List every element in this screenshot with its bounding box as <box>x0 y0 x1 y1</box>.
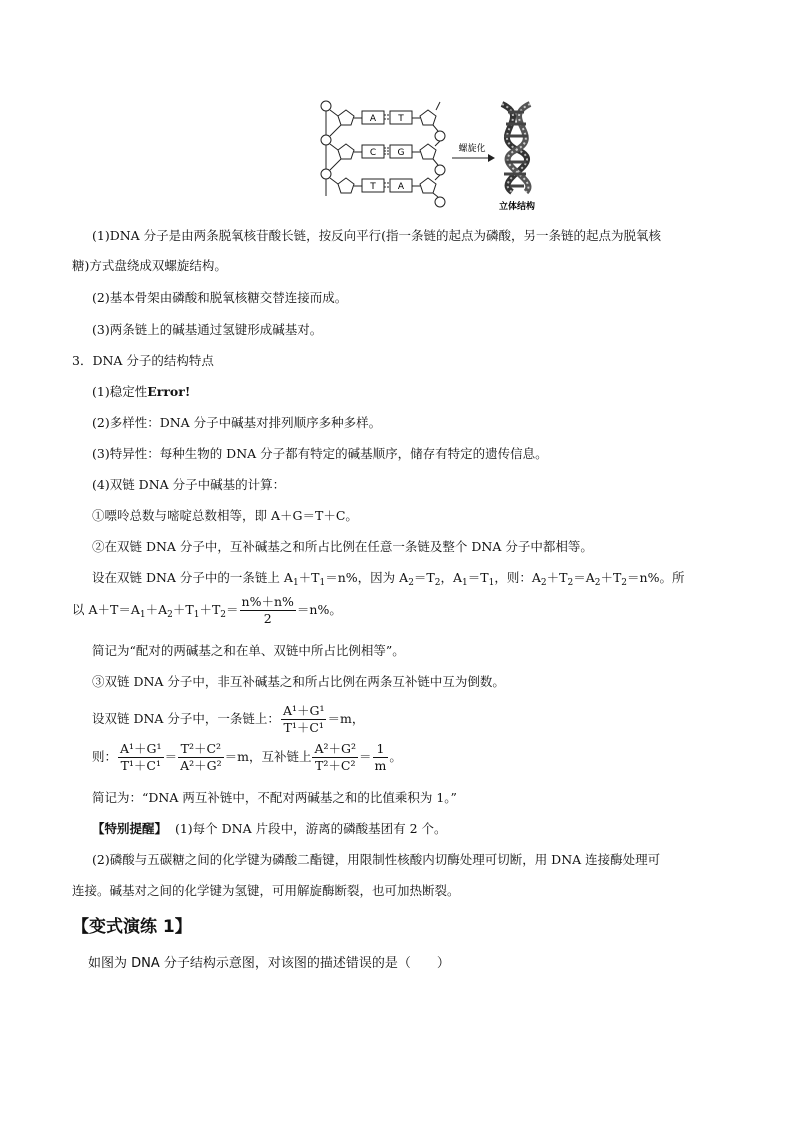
paragraph-2: (2)基本骨架由磷酸和脱氧核糖交替连接而成。 <box>92 290 348 305</box>
formula-text: 设在双链 DNA 分子中的一条链上 A <box>92 570 293 585</box>
base-pair-3 <box>362 179 412 192</box>
fraction-denominator: T²＋C² <box>315 758 356 773</box>
base-pair-2 <box>362 145 412 158</box>
subscript: 1 <box>292 578 299 588</box>
fraction-denominator: T¹＋C¹ <box>283 720 324 735</box>
subscript: 2 <box>167 610 173 620</box>
fraction-numerator: 1 <box>373 741 389 758</box>
paragraph-1-line-2: 糖)方式盘绕成双螺旋结构。 <box>72 258 227 273</box>
formula-text: ＝ <box>226 602 239 617</box>
formula-text: ＋T <box>600 570 622 585</box>
fraction <box>373 741 389 774</box>
base-label: T <box>370 182 376 192</box>
characteristic-diversity: (2)多样性：DNA 分子中碱基对排列顺序多种多样。 <box>92 415 382 430</box>
formula-text: ＝ <box>164 749 178 764</box>
left-backbone <box>321 101 362 196</box>
formula-text: ，A <box>440 570 463 585</box>
rule-2-note: 简记为“配对的两碱基之和在单、双链中所占比例相等”。 <box>92 643 405 658</box>
figure-caption: 立体结构 <box>498 202 536 212</box>
formula-text: ＝n%。所 <box>627 570 685 585</box>
formula-text: ＋T <box>546 570 568 585</box>
subscript: 2 <box>434 578 441 588</box>
formula-text: ＝A <box>573 570 595 585</box>
formula-text: ＝m， <box>327 711 365 726</box>
formula-text: ＋T <box>298 570 320 585</box>
arrow-label: 螺旋化 <box>458 144 486 154</box>
formula-text: 则： <box>92 749 118 764</box>
formula-text: ，则：A <box>494 570 541 585</box>
base-label: C <box>369 148 377 158</box>
fraction-numerator: A¹＋G¹ <box>282 703 325 718</box>
dna-structure-figure <box>312 96 552 216</box>
exercise-heading: 【变式演练 1】 <box>72 917 192 937</box>
base-label: A <box>369 114 377 124</box>
exercise-question: 如图为 DNA 分子结构示意图，对该图的描述错误的是（ ） <box>88 956 450 971</box>
section-3-title: 3．DNA 分子的结构特点 <box>72 353 214 368</box>
stability-label: (1)稳定性 <box>92 384 148 399</box>
fraction-numerator: A²＋G² <box>314 741 357 756</box>
subscript: 1 <box>139 610 146 620</box>
paragraph-3: (3)两条链上的碱基通过氢键形成碱基对。 <box>92 322 323 337</box>
fraction <box>312 741 358 774</box>
formula-text: ＝m，互补链上 <box>224 749 312 764</box>
characteristic-stability <box>92 383 190 401</box>
formula-text: ＝T <box>413 570 435 585</box>
rule-1: ①嘌呤总数与嘧啶总数相等，即 A＋G＝T＋C。 <box>92 508 358 523</box>
formula-text: 。 <box>389 749 402 764</box>
formula-1 <box>92 569 684 592</box>
rule-3-note: 简记为：“DNA 两互补链中，不配对两碱基之和的比值乘积为 1。” <box>92 790 457 805</box>
fraction-denominator: A²＋G² <box>180 758 222 773</box>
base-calculation-heading: (4)双链 DNA 分子中碱基的计算： <box>92 477 286 492</box>
formula-text: ＝T <box>467 570 489 585</box>
fraction-denominator: 2 <box>263 611 272 626</box>
fraction-denominator: m <box>374 758 387 773</box>
subscript: 2 <box>220 610 227 620</box>
right-backbone <box>412 102 445 207</box>
fraction <box>118 741 164 774</box>
subscript: 2 <box>567 578 574 588</box>
special-tip-2-line-2: 连接。碱基对之间的化学键为氢键，可用解旋酶断裂，也可加热断裂。 <box>72 883 460 898</box>
formula-4 <box>92 740 402 774</box>
subscript: 1 <box>488 578 495 588</box>
subscript: 1 <box>193 610 200 620</box>
rule-2: ②在双链 DNA 分子中，互补碱基之和所占比例在任意一条链及整个 DNA 分子中都相等。 <box>92 539 593 554</box>
formula-text: ＋T <box>172 602 194 617</box>
formula-text: ＝ <box>359 749 372 764</box>
fraction <box>281 703 327 736</box>
formula-text: ＝n%。 <box>296 602 342 617</box>
special-tip-2-line-1: (2)磷酸与五碳糖之间的化学键为磷酸二酯键，用限制性核酸内切酶处理可切断，用 DNA 连接酶处理可 <box>92 852 661 867</box>
fraction-numerator: n%＋n% <box>241 594 294 609</box>
fraction <box>240 594 296 627</box>
subscript: 1 <box>319 578 326 588</box>
special-tip-text: (1)每个 DNA 片段中，游离的磷酸基团有 2 个。 <box>174 821 447 836</box>
arrow-right-icon <box>452 154 495 162</box>
base-label: G <box>397 148 405 158</box>
formula-text: 以 A＋T＝A <box>72 602 140 617</box>
base-pair-1 <box>362 111 412 124</box>
formula-text: ＋T <box>199 602 221 617</box>
subscript: 2 <box>621 578 628 588</box>
rule-3: ③双链 DNA 分子中，非互补碱基之和所占比例在两条互补链中互为倒数。 <box>92 674 505 689</box>
subscript: 2 <box>540 578 547 588</box>
fraction-numerator: A¹＋G¹ <box>120 741 162 756</box>
characteristic-specificity: (3)特异性：每种生物的 DNA 分子都有特定的碱基顺序，储存有特定的遗传信息。 <box>92 446 548 461</box>
formula-text: 设双链 DNA 分子中，一条链上： <box>92 711 280 726</box>
base-label: A <box>397 182 405 192</box>
formula-text: ＝n%，因为 A <box>325 570 409 585</box>
fraction-numerator: T²＋C² <box>178 741 224 758</box>
base-label: T <box>398 114 404 124</box>
double-helix-image <box>502 104 530 192</box>
special-tip-1 <box>92 820 447 838</box>
formula-2 <box>72 593 342 632</box>
special-tip-label: 【特别提醒】 <box>92 821 168 836</box>
subscript: 1 <box>462 578 468 588</box>
error-text: Error! <box>147 384 191 399</box>
subscript: 2 <box>408 578 414 588</box>
paragraph-1-line-1: (1)DNA 分子是由两条脱氧核苷酸长链，按反向平行(指一条链的起点为磷酸，另一条链的起点为脱氧核 <box>92 228 662 243</box>
subscript: 2 <box>594 578 601 588</box>
fraction-denominator: T¹＋C¹ <box>120 758 161 773</box>
formula-text: ＋A <box>145 602 168 617</box>
fraction <box>178 741 224 774</box>
formula-3 <box>92 702 364 736</box>
dna-diagram <box>312 96 552 216</box>
